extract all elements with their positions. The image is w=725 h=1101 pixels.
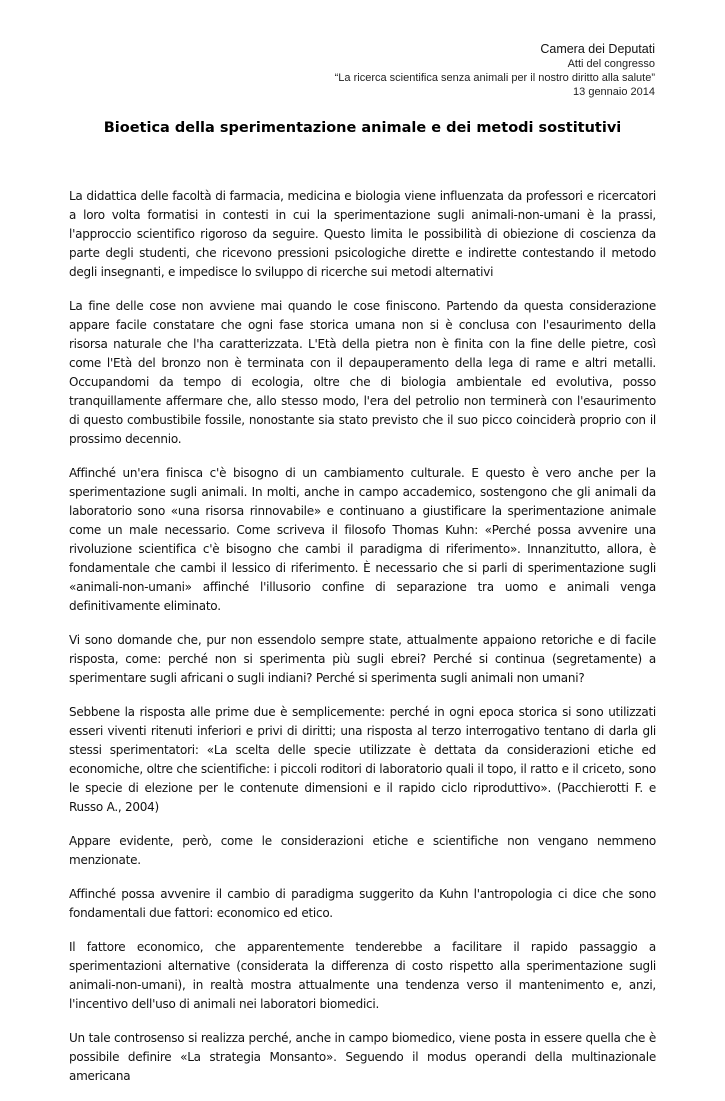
header-event-type: Atti del congresso	[567, 58, 655, 70]
document-body	[69, 187, 656, 1101]
paragraph: Un tale controsenso si realizza perché, anche in campo biomedico, viene posta in essere quella che è possibile definire «La strategia Monsanto». Seguendo il modus operandi della multinazionale americana	[69, 1031, 656, 1083]
paragraph: Vi sono domande che, pur non essendolo sempre state, attualmente appaiono retoriche e di facile risposta, come: perché non si sperimenta più sugli ebrei? Perché si continua (segretamente) a sperimentare sugli africani o sugli indiani? Perché si sperimenta sugli animali non umani?	[69, 633, 656, 685]
paragraph: Il fattore economico, che apparentemente tenderebbe a facilitare il rapido passaggio a sperimentazioni alternative (considerata la differenza di costo rispetto alla sperimentazione sugli animali-non-umani), in realtà mostra attualmente una tendenza verso il mantenimento e, anzi, l'incentivo dell'uso di animali nei laboratori biomedici.	[69, 940, 656, 1011]
paragraph: La fine delle cose non avviene mai quando le cose finiscono. Partendo da questa considerazione appare facile constatare che ogni fase storica umana non si è conclusa con l'esaurimento della risorsa naturale che l'ha caratterizzata. L'Età della pietra non è finita con la fine delle pietre, così come l'Età del bronzo non è terminata con il depauperamento della lega di rame e altri metalli. Occupandomi da tempo di ecologia, oltre che di biologia ambientale ed evolutiva, posso tranquillamente affermare che, allo stesso modo, l'era del petrolio non terminerà con l'esaurimento di questo combustibile fossile, nonostante sia stato previsto che il suo picco coinciderà proprio con il prossimo decennio.	[69, 299, 656, 446]
header-date: 13 gennaio 2014	[573, 86, 655, 98]
paragraph: Appare evidente, però, come le considerazioni etiche e scientifiche non vengano nemmeno menzionate.	[69, 834, 656, 867]
paragraph: Sebbene la risposta alle prime due è semplicemente: perché in ogni epoca storica si sono utilizzati esseri viventi ritenuti inferiori e privi di diritti; una risposta al terzo interrogativo tentano di darla gli stessi sperimentatori: «La scelta delle specie utilizzate è dettata da considerazioni etiche ed economiche, oltre che scientifiche: i piccoli roditori di laboratorio quali il topo, il ratto e il criceto, sono le specie di elezione per le contenute dimensioni e il rapido ciclo riproduttivo». (Pacchierotti F. e Russo A., 2004)	[69, 705, 656, 814]
paragraph: La didattica delle facoltà di farmacia, medicina e biologia viene influenzata da professori e ricercatori a loro volta formatisi in contesti in cui la sperimentazione sugli animali-non-umani è la prassi, l'approccio scientifico rigoroso da seguire. Questo limita le possibilità di obiezione di coscienza da parte degli studenti, che ricevono pressioni psicologiche dirette e indirette contestando il metodo degli insegnanti, e impedisce lo sviluppo di ricerche sui metodi alternativi	[69, 189, 656, 279]
page-header	[335, 41, 655, 99]
document-title: Bioetica della sperimentazione animale e dei metodi sostitutivi	[103, 120, 622, 136]
header-event-title: “La ricerca scientifica senza animali per il nostro diritto alla salute”	[334, 72, 655, 84]
paragraph: Affinché un'era finisca c'è bisogno di un cambiamento culturale. E questo è vero anche per la sperimentazione sugli animali. In molti, anche in campo accademico, sostengono che gli animali da laboratorio sono «una risorsa rinnovabile» e continuano a giustificare la sperimentazione animale come un male necessario. Come scriveva il filosofo Thomas Kuhn: «Perché possa avvenire una rivoluzione scientifica c'è bisogno che cambi il paradigma di riferimento». Innanzitutto, allora, è fondamentale che cambi il lessico di riferimento. È necessario che si parli di sperimentazione sugli «animali-non-umani» affinché l'illusorio confine di separazione tra uomo e animali venga definitivamente eliminato.	[69, 466, 656, 613]
paragraph: Affinché possa avvenire il cambio di paradigma suggerito da Kuhn l'antropologia ci dice che sono fondamentali due fattori: economico ed etico.	[69, 887, 656, 920]
header-institution: Camera dei Deputati	[540, 42, 655, 56]
